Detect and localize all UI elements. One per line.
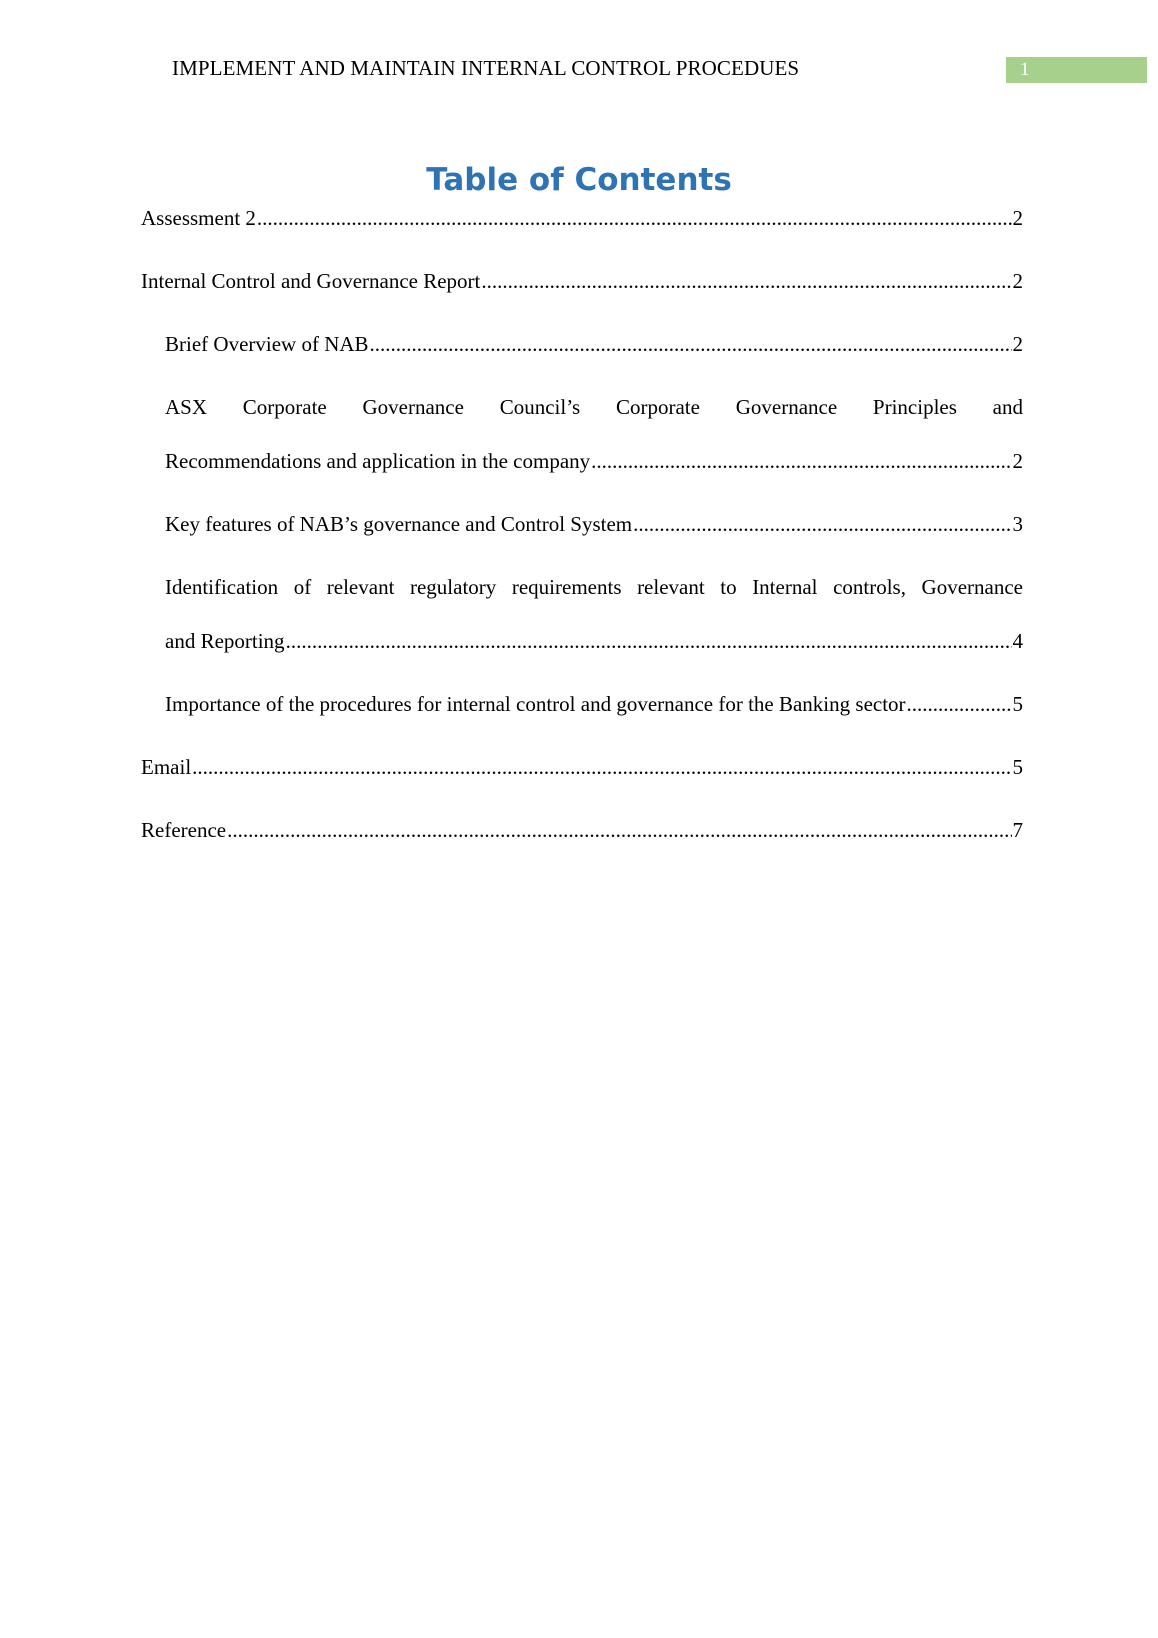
toc-entry-label: Internal Control and Governance Report	[141, 269, 481, 293]
toc-entry-importance-procedures[interactable]	[165, 691, 1023, 718]
toc-entry-label: Assessment 2	[141, 206, 256, 230]
toc-entry-page: 4	[1012, 629, 1023, 653]
toc-entry-page: 2	[1012, 449, 1023, 473]
toc-entry-page: 7	[1012, 818, 1023, 842]
toc-leader-dots	[370, 331, 1012, 358]
toc-entry-regulatory-requirements[interactable]	[165, 574, 1023, 655]
toc-entry-label: and Reporting	[165, 629, 285, 653]
toc-entry-label-line1: ASX Corporate Governance Council’s Corporate Governance Principles and	[165, 395, 1023, 419]
toc-entry-label: Email	[141, 755, 192, 779]
toc-leader-dots	[907, 691, 1012, 718]
toc-entry-email[interactable]	[141, 754, 1023, 781]
toc-entry-label: Recommendations and application in the company	[165, 449, 591, 473]
toc-leader-dots	[286, 628, 1012, 655]
toc-leader-dots	[481, 268, 1011, 295]
toc-entry-label: Key features of NAB’s governance and Control System	[165, 512, 633, 536]
toc-entry-page: 2	[1012, 206, 1023, 230]
toc-entry-page: 2	[1012, 332, 1023, 356]
toc-entry-key-features[interactable]	[165, 511, 1023, 538]
toc-entry-page: 5	[1012, 755, 1023, 779]
toc-entry-brief-overview[interactable]	[165, 331, 1023, 358]
toc-entry-page: 3	[1012, 512, 1023, 536]
toc-entry-asx-principles[interactable]	[165, 394, 1023, 475]
toc-entry-assessment-2[interactable]	[141, 205, 1023, 232]
toc-leader-dots	[633, 511, 1011, 538]
toc-entry-label-line1: Identification of relevant regulatory requirements relevant to Internal controls, Governance	[165, 575, 1023, 599]
toc-entry-page: 5	[1012, 692, 1023, 716]
page-number-badge: 1	[1006, 57, 1147, 83]
running-header: IMPLEMENT AND MAINTAIN INTERNAL CONTROL PROCEDUES	[172, 56, 800, 80]
toc-leader-dots	[257, 205, 1012, 232]
toc-leader-dots	[192, 754, 1011, 781]
toc-entry-label: Reference	[141, 818, 227, 842]
toc-leader-dots	[591, 448, 1011, 475]
toc-entry-label: Brief Overview of NAB	[165, 332, 369, 356]
toc-entry-label: Importance of the procedures for internal control and governance for the Banking sector	[165, 692, 906, 716]
toc-leader-dots	[227, 817, 1011, 844]
toc-entry-reference[interactable]	[141, 817, 1023, 844]
toc-entry-internal-control-report[interactable]	[141, 268, 1023, 295]
toc-entry-page: 2	[1012, 269, 1023, 293]
toc-title: Table of Contents	[426, 162, 732, 198]
